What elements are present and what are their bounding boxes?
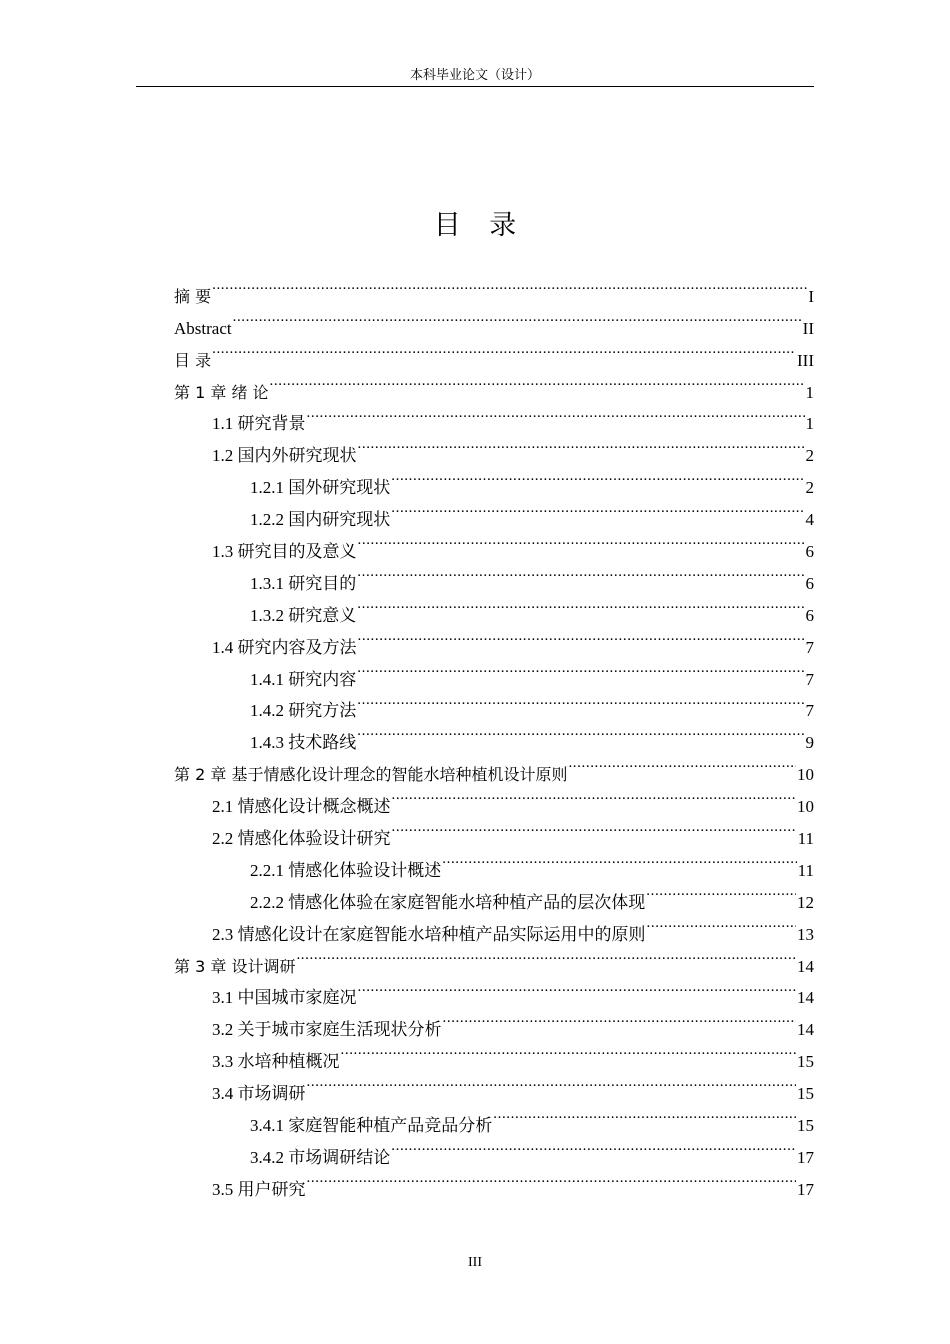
toc-dot-leader xyxy=(391,493,804,525)
toc-entry-page: 4 xyxy=(805,510,814,530)
toc-entry-page: 14 xyxy=(797,988,814,1008)
toc-dot-leader xyxy=(646,876,796,908)
toc-entry-title: 2.1 情感化设计概念概述 xyxy=(212,797,391,817)
toc-dot-leader xyxy=(391,461,804,493)
toc-entry-page: 9 xyxy=(805,733,814,753)
toc-entry-page: 11 xyxy=(797,829,814,849)
toc-entry-title: 1.3 研究目的及意义 xyxy=(212,542,357,562)
toc-entry-page: 1 xyxy=(805,382,814,402)
toc-entry-page: 7 xyxy=(805,637,814,657)
toc-entry[interactable] xyxy=(174,334,814,370)
toc-dot-leader xyxy=(270,366,805,398)
toc-entry-title: 1.1 研究背景 xyxy=(212,414,306,434)
toc-entry-title: 第 3 章 设计调研 xyxy=(174,956,296,976)
toc-entry-title: 3.5 用户研究 xyxy=(212,1179,306,1199)
toc-dot-leader xyxy=(392,812,797,844)
page-title: 目 录 xyxy=(433,210,527,241)
toc-dot-leader xyxy=(647,908,797,940)
page-header: 本科毕业论文（设计） xyxy=(409,67,540,82)
toc-entry-title: 3.4 市场调研 xyxy=(212,1084,306,1104)
toc-entry-title: 1.3.1 研究目的 xyxy=(250,573,357,593)
toc-dot-leader xyxy=(357,653,804,685)
toc-dot-leader xyxy=(212,334,796,366)
toc-entry-title: 2.2.2 情感化体验在家庭智能水培种植产品的层次体现 xyxy=(250,892,646,912)
toc-entry-page: 6 xyxy=(805,605,814,625)
toc-entry-title: 1.4 研究内容及方法 xyxy=(212,637,357,657)
toc-dot-leader xyxy=(443,1003,797,1035)
toc-dot-leader xyxy=(307,1163,797,1195)
toc-dot-leader xyxy=(233,302,802,334)
toc-entry-page: 14 xyxy=(797,956,814,976)
table-of-contents xyxy=(174,270,814,1199)
toc-entry-page: 15 xyxy=(797,1116,814,1136)
toc-entry-title: 1.2.1 国外研究现状 xyxy=(250,478,391,498)
toc-entry[interactable] xyxy=(174,366,814,402)
toc-dot-leader xyxy=(357,716,804,748)
toc-dot-leader xyxy=(357,589,804,621)
toc-entry-page: 12 xyxy=(797,892,814,912)
toc-dot-leader xyxy=(392,780,797,812)
toc-entry-page: 17 xyxy=(797,1147,814,1167)
toc-dot-leader xyxy=(307,1067,797,1099)
toc-dot-leader xyxy=(358,972,797,1004)
toc-entry-title: 1.2 国内外研究现状 xyxy=(212,446,357,466)
toc-entry-page: 15 xyxy=(797,1052,814,1072)
toc-dot-leader xyxy=(391,1131,796,1163)
toc-entry-title: 2.2 情感化体验设计研究 xyxy=(212,829,391,849)
toc-dot-leader xyxy=(357,557,804,589)
toc-dot-leader xyxy=(357,685,804,717)
toc-entry-title: 3.2 关于城市家庭生活现状分析 xyxy=(212,1020,442,1040)
toc-dot-leader xyxy=(568,748,796,780)
toc-entry-page: I xyxy=(808,286,814,306)
toc-entry-title: 1.4.2 研究方法 xyxy=(250,701,357,721)
toc-entry-title: 目 录 xyxy=(174,350,212,370)
toc-dot-leader xyxy=(358,429,805,461)
toc-entry-page: 2 xyxy=(805,446,814,466)
toc-entry-page: 10 xyxy=(797,765,814,785)
toc-entry[interactable] xyxy=(174,302,814,338)
toc-entry-title: 2.3 情感化设计在家庭智能水培种植产品实际运用中的原则 xyxy=(212,924,646,944)
toc-entry-title: 摘 要 xyxy=(174,286,212,306)
toc-dot-leader xyxy=(442,844,796,876)
toc-entry-title: 1.2.2 国内研究现状 xyxy=(250,510,391,530)
toc-entry[interactable] xyxy=(174,270,814,306)
toc-entry-title: 1.4.1 研究内容 xyxy=(250,669,357,689)
toc-entry-page: 6 xyxy=(805,542,814,562)
toc-entry-page: 7 xyxy=(805,669,814,689)
toc-entry-title: 3.1 中国城市家庭况 xyxy=(212,988,357,1008)
toc-entry-title: 1.3.2 研究意义 xyxy=(250,605,357,625)
toc-entry-title: 第 1 章 绪 论 xyxy=(174,382,269,402)
toc-entry-page: III xyxy=(797,350,814,370)
toc-entry-title: 第 2 章 基于情感化设计理念的智能水培种植机设计原则 xyxy=(174,765,568,785)
toc-dot-leader xyxy=(212,270,807,302)
toc-entry-title: 3.4.1 家庭智能种植产品竞品分析 xyxy=(250,1116,493,1136)
toc-entry-title: 3.4.2 市场调研结论 xyxy=(250,1147,391,1167)
toc-dot-leader xyxy=(341,1035,797,1067)
toc-entry-page: 6 xyxy=(805,573,814,593)
toc-entry-title: Abstract xyxy=(174,318,232,338)
page-number: III xyxy=(468,1255,482,1270)
toc-entry-page: 2 xyxy=(805,478,814,498)
toc-entry-page: 11 xyxy=(797,860,814,880)
header-rule xyxy=(136,86,814,87)
toc-entry-title: 3.3 水培种植概况 xyxy=(212,1052,340,1072)
toc-entry-page: 1 xyxy=(805,414,814,434)
toc-entry-page: 13 xyxy=(797,924,814,944)
toc-entry-page: 14 xyxy=(797,1020,814,1040)
toc-entry-page: 17 xyxy=(797,1179,814,1199)
toc-entry-title: 1.4.3 技术路线 xyxy=(250,733,357,753)
toc-entry-title: 2.2.1 情感化体验设计概述 xyxy=(250,860,442,880)
toc-dot-leader xyxy=(296,940,796,972)
toc-entry-page: 7 xyxy=(805,701,814,721)
toc-entry-page: 15 xyxy=(797,1084,814,1104)
toc-dot-leader xyxy=(358,621,805,653)
toc-dot-leader xyxy=(307,398,805,430)
toc-entry-page: 10 xyxy=(797,797,814,817)
toc-dot-leader xyxy=(358,525,805,557)
toc-dot-leader xyxy=(493,1099,796,1131)
toc-entry[interactable] xyxy=(174,398,814,434)
toc-entry-page: II xyxy=(802,318,814,338)
